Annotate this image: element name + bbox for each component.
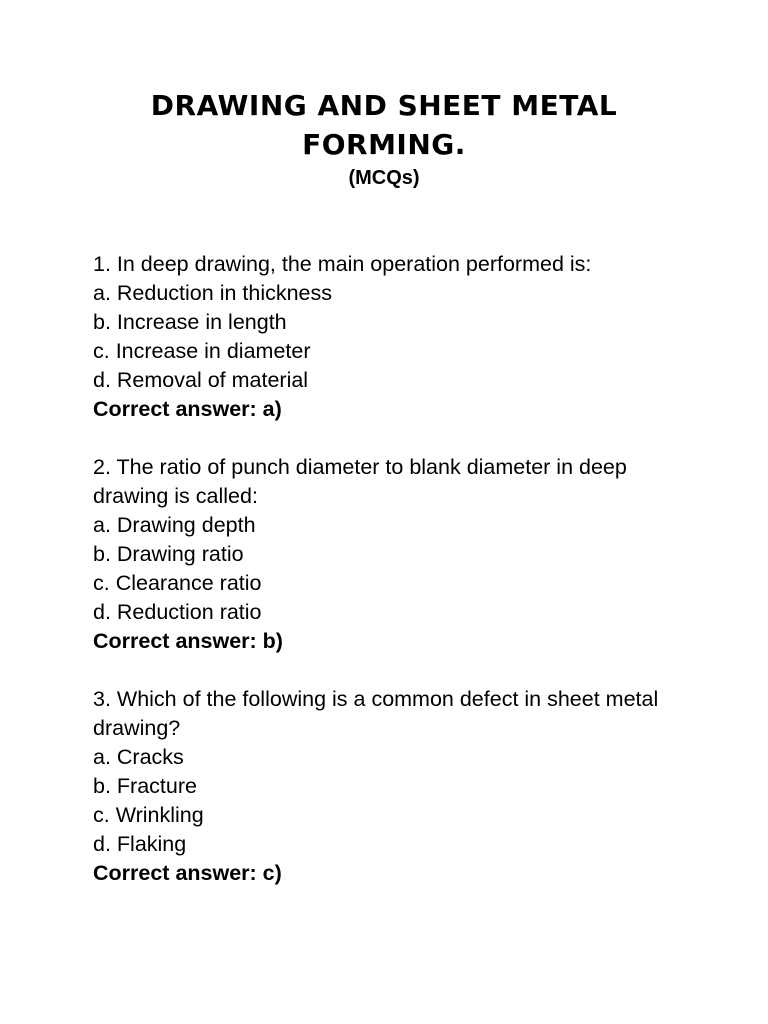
document-title: DRAWING AND SHEET METAL FORMING. [150, 89, 618, 161]
question-text: 3. Which of the following is a common defect in sheet metal drawing? [93, 687, 659, 740]
question-list [93, 250, 693, 917]
option-a: a. Drawing depth [93, 513, 256, 537]
correct-answer: Correct answer: a) [93, 397, 282, 421]
document-subtitle: (MCQs) [348, 167, 420, 189]
option-d: d. Removal of material [93, 368, 309, 392]
option-d: d. Flaking [93, 832, 187, 856]
correct-answer: Correct answer: b) [93, 629, 283, 653]
option-a: a. Reduction in thickness [93, 281, 333, 305]
option-b: b. Increase in length [93, 310, 287, 334]
option-b: b. Drawing ratio [93, 542, 244, 566]
question-1 [93, 250, 693, 424]
option-a: a. Cracks [93, 745, 184, 769]
option-b: b. Fracture [93, 774, 197, 798]
question-text: 2. The ratio of punch diameter to blank diameter in deep drawing is called: [93, 455, 627, 508]
question-3 [93, 685, 693, 888]
option-d: d. Reduction ratio [93, 600, 262, 624]
option-c: c. Wrinkling [93, 803, 204, 827]
question-text: 1. In deep drawing, the main operation performed is: [93, 252, 592, 276]
question-2 [93, 453, 693, 656]
option-c: c. Clearance ratio [93, 571, 262, 595]
correct-answer: Correct answer: c) [93, 861, 282, 885]
option-c: c. Increase in diameter [93, 339, 311, 363]
